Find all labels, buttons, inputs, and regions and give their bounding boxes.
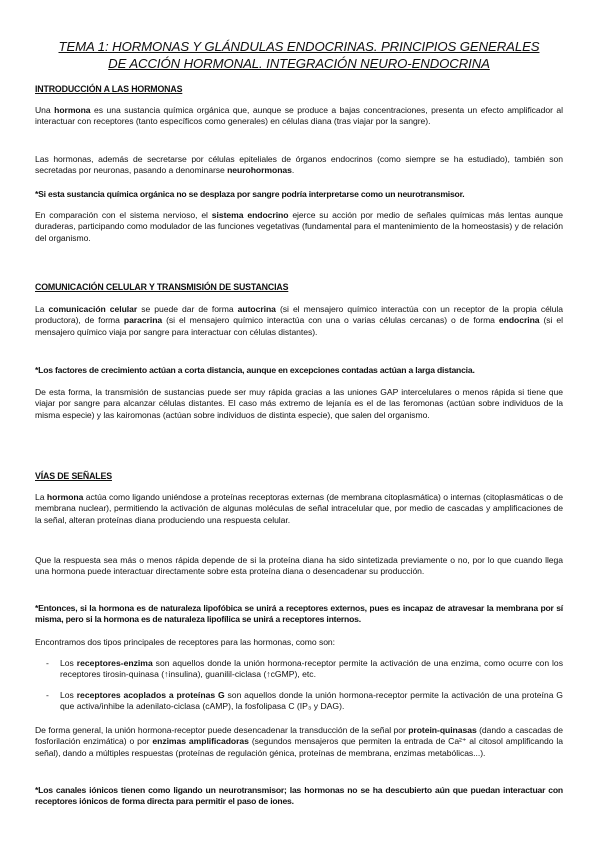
term-receptores-acoplados: receptores acoplados a proteínas G: [76, 690, 225, 700]
text: (si el mensajero químico interactúa con una o varias células cercanas) o de forma: [162, 315, 499, 326]
text: actúa como ligando uniéndose a proteínas receptoras externas (de membrana citoplasmática) o internas (citoplasmáticas o de membrana nuclear), permitiendo la activación de algunas moléculas de señal intracelular que, por medio de cascadas y amplificaciones de la señal, alteran proteínas diana produciendo una respuesta celular.: [35, 492, 564, 525]
term-paracrina: paracrina: [123, 315, 163, 326]
document-title: [26, 38, 572, 72]
text: se puede dar de forma: [137, 304, 238, 314]
list-dash: -: [46, 690, 49, 700]
title-line-2: DE ACCIÓN HORMONAL. INTEGRACIÓN NEURO-ENDOCRINA: [108, 56, 490, 71]
term-hormona: hormona: [54, 105, 91, 115]
intro-note: *Si esta sustancia química orgánica no se desplaza por sangre podría interpretarse como un neurotransmisor.: [35, 189, 465, 199]
term-protein-quinasas: protein-quinasas: [408, 725, 477, 735]
comm-paragraph-2: De esta forma, la transmisión de sustancias puede ser muy rápida gracias a las uniones GAP intercelulares o menos rápida si tiene que viajar por sangre para alcanzar células distantes. El caso más extremo de lejanía es el de las feromonas (actúan sobre individuos de la misma especie) y las kairomonas (actúan sobre individuos de distinta especie), que salen del organismo.: [35, 387, 563, 420]
intro-paragraph-3: [35, 210, 563, 244]
text: .: [291, 165, 295, 176]
term-comunicacion-celular: comunicación celular: [48, 304, 138, 314]
term-enzimas-amplificadoras: enzimas amplificadoras: [152, 736, 249, 747]
list-item-receptores-enzima: [46, 658, 563, 681]
intro-paragraph-2: [35, 154, 563, 177]
term-sistema-endocrino: sistema endocrino: [211, 210, 289, 220]
term-endocrina: endocrina: [498, 315, 540, 326]
text: De forma general, la unión hormona-receptor puede desencadenar la transducción de la señal por: [35, 725, 409, 735]
term-hormona: hormona: [46, 492, 84, 502]
text: (si el mensajero químico viaja por sangre para interactuar con células distantes).: [35, 315, 563, 337]
comm-paragraph-1: [35, 304, 563, 338]
title-line-1: TEMA 1: HORMONAS Y GLÁNDULAS ENDOCRINAS. PRINCIPIOS GENERALES: [58, 39, 540, 54]
text: son aquellos donde la unión hormona-receptor permite la activación de una enzima, como ocurre con los receptores tirosin-quinasa (↑insulina), guanilil-ciclasa (↑cGMP), etc.: [60, 658, 563, 680]
paths-note-1: *Entonces, si la hormona es de naturaleza lipofóbica se unirá a receptores externos, pues es incapaz de atravesar la membrana por sí misma, pero si la hormona es de naturaleza lipofílica se unirá a receptores internos.: [35, 603, 563, 625]
text: (si el mensajero químico interactúa con un receptor de la propia célula productora), de forma: [35, 304, 563, 326]
paths-paragraph-4: [35, 725, 563, 759]
text: La: [35, 492, 47, 502]
section-heading-communication: COMUNICACIÓN CELULAR Y TRANSMISIÓN DE SUSTANCIAS: [35, 282, 289, 292]
term-autocrina: autocrina: [237, 304, 276, 314]
text: (dando a cascadas de fosforilación enzimática) o por: [35, 725, 564, 747]
section-heading-signal-pathways: VÍAS DE SEÑALES: [35, 471, 112, 481]
list-item-receptores-proteinas-g: [46, 690, 563, 713]
list-dash: -: [46, 658, 49, 668]
text: La: [35, 304, 49, 314]
paths-paragraph-1: [35, 492, 563, 526]
text: Las hormonas, además de secretarse por células epiteliales de órganos endocrinos (como siempre se ha estudiado), también son secretadas por neuronas, pasando a denominarse: [35, 154, 563, 176]
text: Una: [35, 105, 55, 115]
text: (segundos mensajeros que permiten la entrada de Ca²⁺ al citosol amplificando la señal), dando a múltiples respuestas (proteínas de regulación génica, proteínas de membrana, enzimas metabólicas...).: [35, 736, 563, 758]
text: son aquellos donde la unión hormona-receptor permite la activación de una proteína G que activa/inhibe la adenilato-ciclasa (cAMP), la fosfolipasa C (IP₃ y DAG).: [60, 690, 563, 712]
text: es una sustancia química orgánica que, aunque se produce a bajas concentraciones, presenta un efecto amplificador al interactuar con receptores (tanto específicos como generales) en células diana (tras viajar por la sangre).: [35, 105, 564, 127]
paths-paragraph-3: Encontramos dos tipos principales de receptores para las hormonas, como son:: [35, 637, 336, 647]
paths-note-2: *Los canales iónicos tienen como ligando un neurotransmisor; las hormonas no se ha descubierto aún que puedan interactuar con receptores iónicos de forma directa para permitir el paso de iones.: [35, 785, 563, 807]
term-receptores-enzima: receptores-enzima: [76, 658, 153, 668]
text: ejerce su acción por medio de señales químicas más lentas aunque duraderas, participando como modulador de las funciones vegetativas (fundamental para el mantenimiento de la homeostasis) y de relación del organismo.: [35, 210, 563, 243]
term-neurohormonas: neurohormonas: [227, 165, 292, 176]
text: En comparación con el sistema nervioso, el: [35, 210, 212, 220]
comm-note: *Los factores de crecimiento actúan a corta distancia, aunque en excepciones contadas actúan a larga distancia.: [35, 365, 475, 375]
text: Los: [60, 690, 77, 700]
intro-paragraph-1: [35, 105, 563, 128]
paths-paragraph-2: Que la respuesta sea más o menos rápida depende de si la proteína diana ha sido sintetizada previamente o no, por lo que cuando llega una hormona puede interactuar directamente sobre esta proteína diana o desencadenar su producción.: [35, 555, 563, 577]
text: Los: [60, 658, 77, 668]
section-heading-intro: INTRODUCCIÓN A LAS HORMONAS: [35, 84, 183, 94]
